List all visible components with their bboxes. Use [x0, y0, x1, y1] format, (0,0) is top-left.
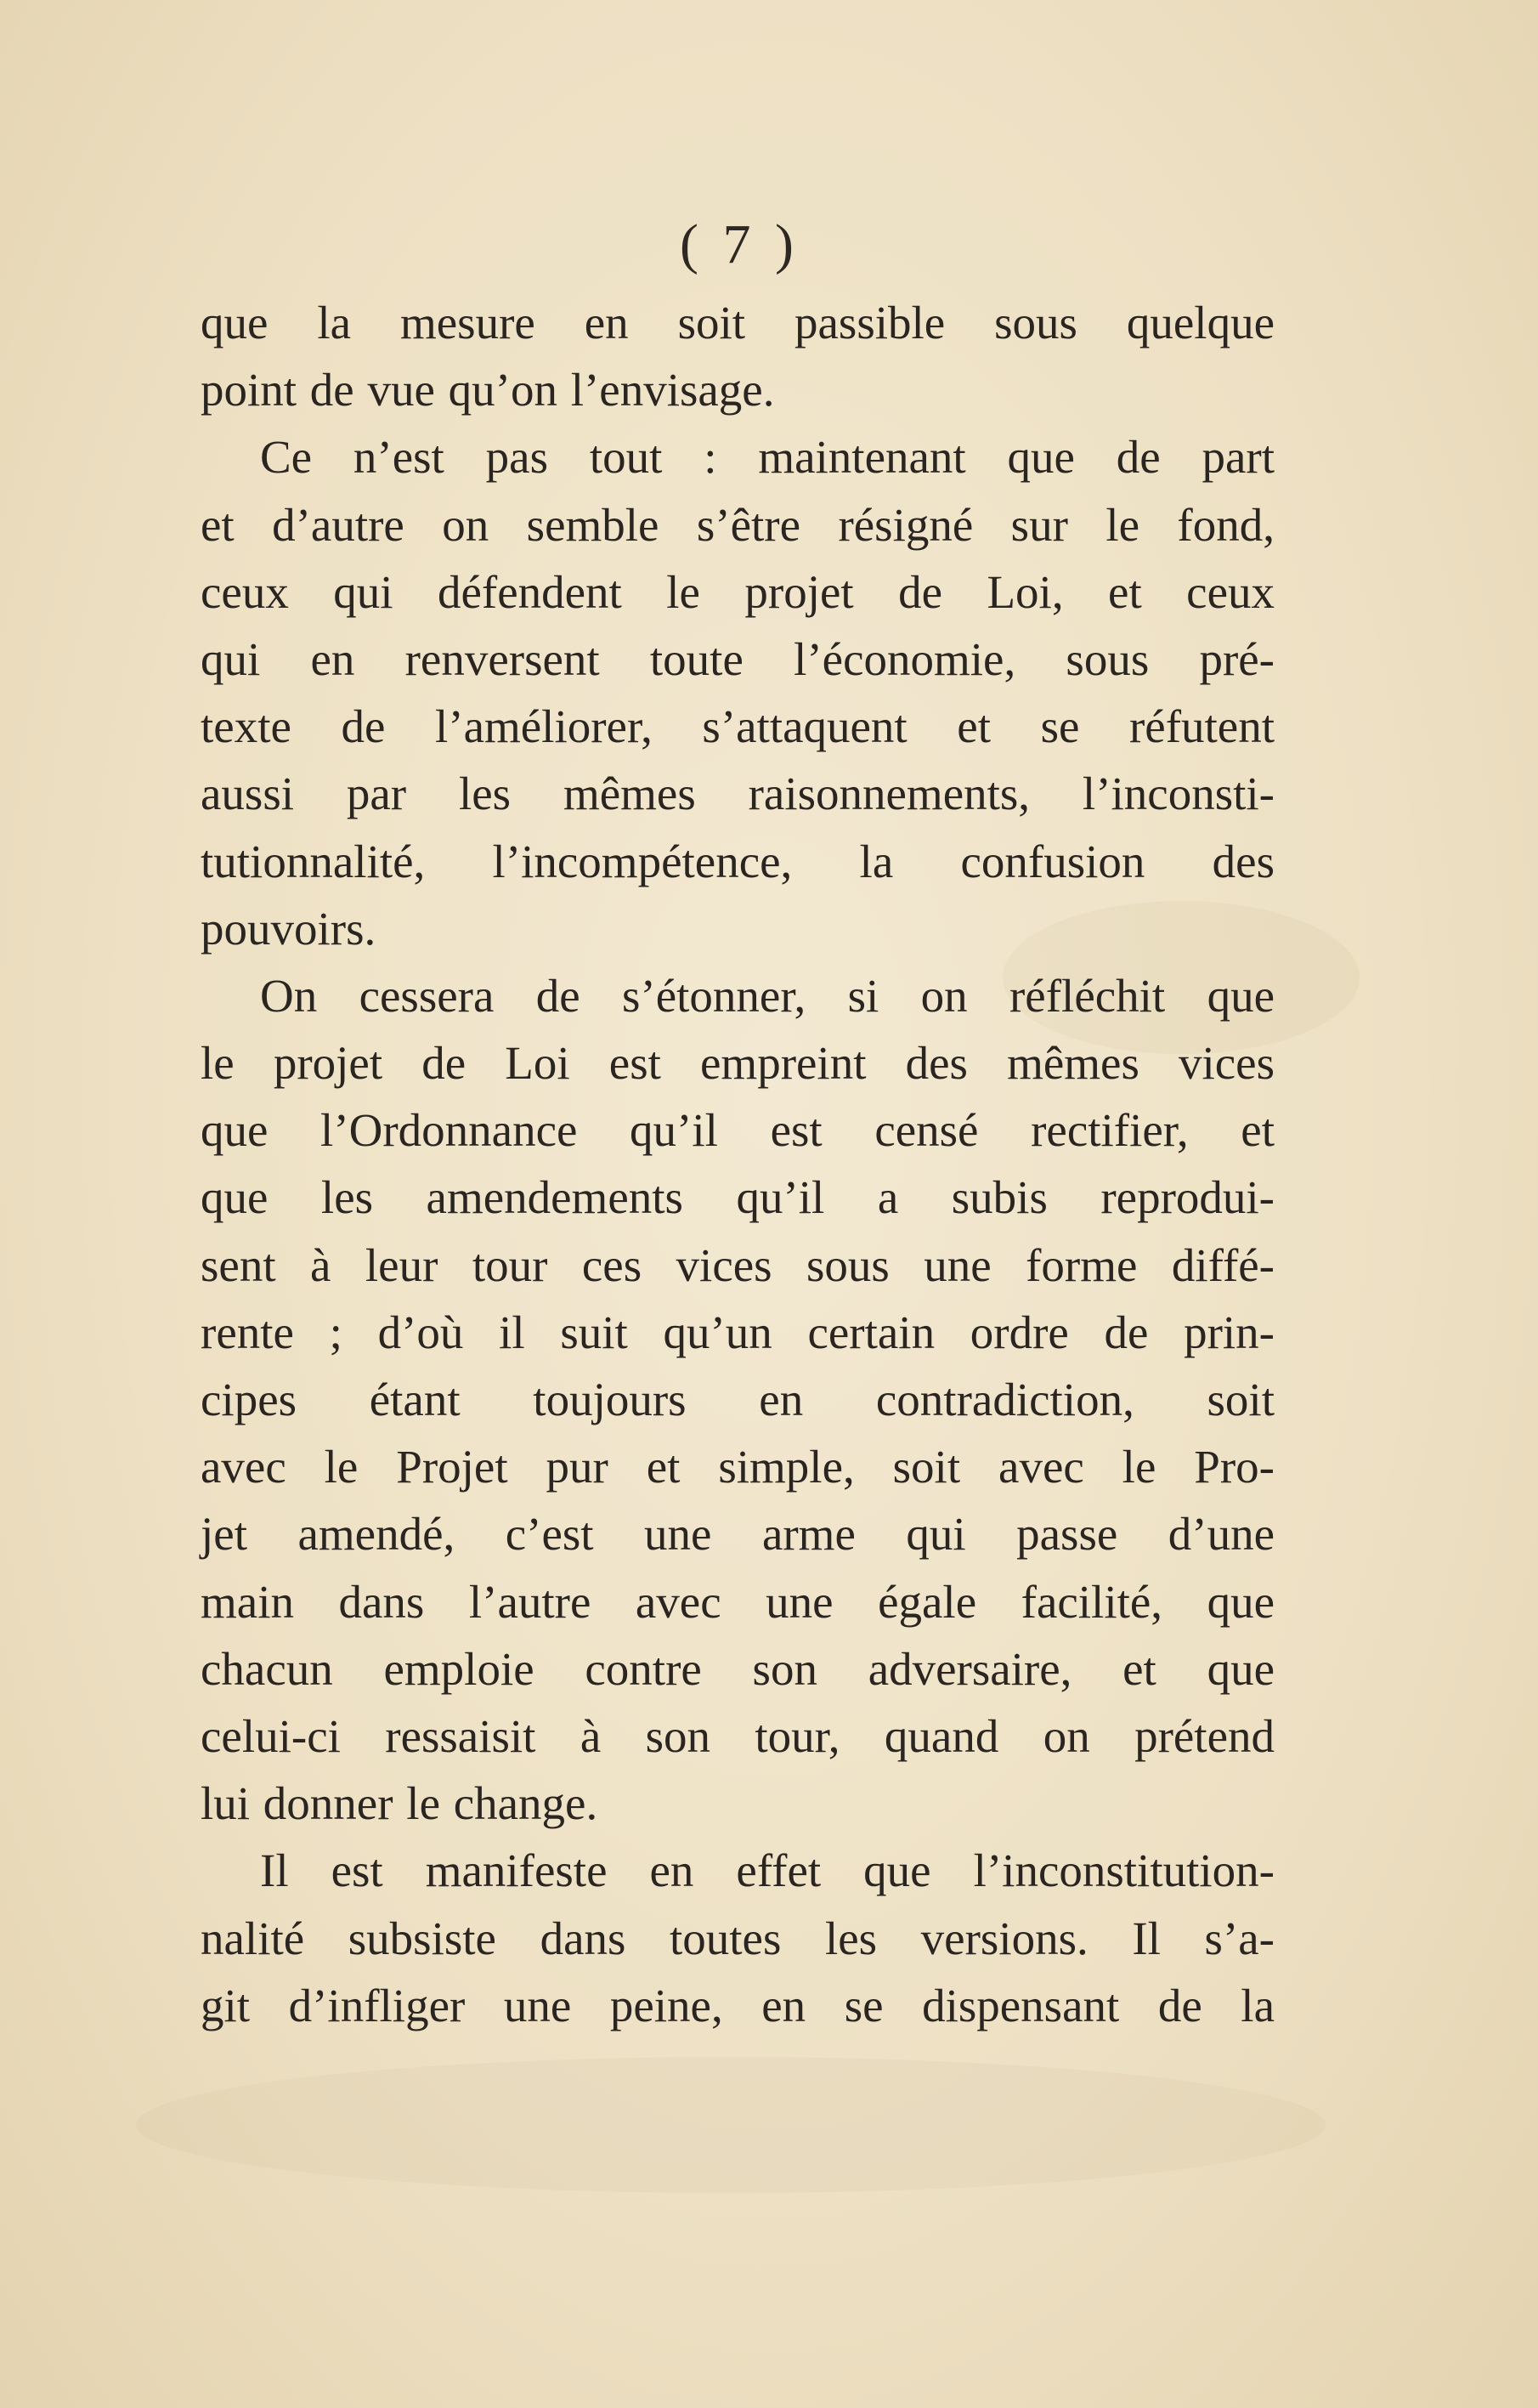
text-line: le projet de Loi est empreint des mêmes vices — [201, 1037, 1275, 1090]
text-line: nalité subsiste dans toutes les versions. Il s’a- — [201, 1912, 1275, 1964]
text-line: avec le Projet pur et simple, soit avec le Pro- — [201, 1441, 1275, 1493]
bleed-through-shadow — [136, 2057, 1326, 2193]
page-number: ( 7 ) — [680, 213, 799, 275]
text-line: et d’autre on semble s’être résigné sur le fond, — [201, 498, 1275, 551]
body-text — [201, 289, 1275, 2039]
text-line: git d’infliger une peine, en se dispensant de la — [201, 1979, 1275, 2031]
text-line: qui en renversent toute l’économie, sous pré- — [201, 632, 1275, 685]
text-line: Ce n’est pas tout : maintenant que de part — [260, 431, 1275, 484]
text-line: texte de l’améliorer, s’attaquent et se réfutent — [201, 700, 1275, 753]
text-line: sent à leur tour ces vices sous une forme diffé- — [201, 1238, 1275, 1291]
text-line: lui donner le change. — [201, 1777, 598, 1830]
text-line: On cessera de s’étonner, si on réfléchit que — [260, 969, 1275, 1022]
text-line: que les amendements qu’il a subis reprodui- — [201, 1171, 1275, 1224]
text-line: chacun emploie contre son adversaire, et que — [201, 1642, 1275, 1695]
text-line: main dans l’autre avec une égale facilité, que — [201, 1575, 1275, 1628]
text-line: point de vue qu’on l’envisage. — [201, 364, 775, 416]
text-line: rente ; d’où il suit qu’un certain ordre de prin- — [201, 1306, 1275, 1358]
text-line: que l’Ordonnance qu’il est censé rectifier, et — [201, 1104, 1275, 1157]
text-line: tutionnalité, l’incompétence, la confusion des — [201, 835, 1275, 887]
text-line: cipes étant toujours en contradiction, soit — [201, 1374, 1275, 1425]
text-line: celui-ci ressaisit à son tour, quand on prétend — [201, 1709, 1275, 1762]
text-line: jet amendé, c’est une arme qui passe d’une — [201, 1508, 1275, 1561]
text-line: aussi par les mêmes raisonnements, l’inconsti- — [201, 768, 1275, 820]
text-line: ceux qui défendent le projet de Loi, et ceux — [201, 565, 1275, 618]
text-line: que la mesure en soit passible sous quelque — [201, 297, 1275, 348]
text-line: pouvoirs. — [201, 902, 376, 955]
text-line: Il est manifeste en effet que l’inconstitution- — [260, 1844, 1275, 1897]
